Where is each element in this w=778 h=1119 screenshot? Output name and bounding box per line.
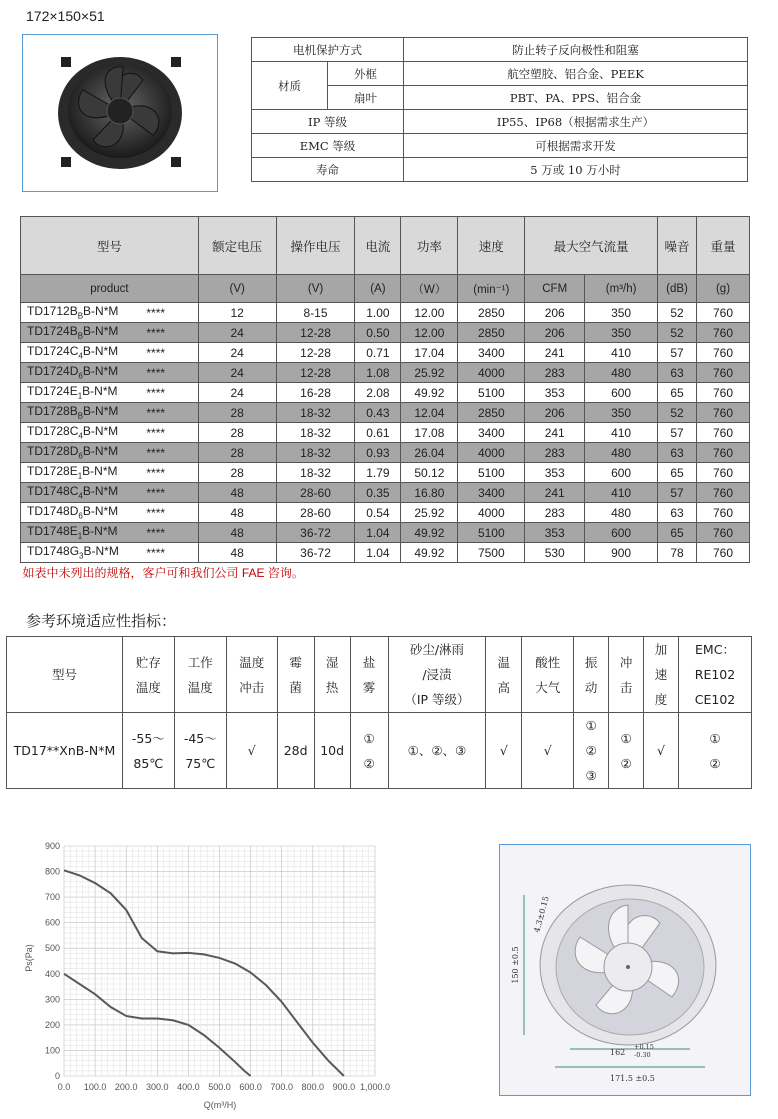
y-tick-label: 300 xyxy=(44,994,60,1005)
env-value: -55～ 85℃ xyxy=(122,713,174,789)
env-header: 振 动 xyxy=(574,637,609,713)
x-tick-label: 200.0 xyxy=(114,1082,138,1092)
model-stars: **** xyxy=(146,383,198,403)
cell-current: 1.08 xyxy=(355,363,401,383)
model-row xyxy=(21,303,750,323)
dim-tol-plus: +0.15 xyxy=(634,1043,654,1051)
env-header: 霉 菌 xyxy=(277,637,314,713)
unit-a: (A) xyxy=(355,275,401,303)
cell-power: 25.92 xyxy=(401,503,458,523)
cell-op-v: 36-72 xyxy=(276,523,355,543)
cell-g: 760 xyxy=(697,503,750,523)
header-current: 电流 xyxy=(355,217,401,275)
cell-db: 57 xyxy=(658,423,697,443)
cell-speed: 3400 xyxy=(458,423,525,443)
model-stars: **** xyxy=(146,303,198,323)
x-tick-label: 800.0 xyxy=(301,1082,325,1092)
spec-value: 防止转子反向极性和阻塞 xyxy=(404,38,748,62)
unit-m3h: (m³/h) xyxy=(585,275,658,303)
cell-op-v: 18-32 xyxy=(276,403,355,423)
env-value: -45～ 75℃ xyxy=(174,713,226,789)
spec-value: 5 万或 10 万小时 xyxy=(404,158,748,182)
spec-label: EMC 等级 xyxy=(252,134,404,158)
cell-power: 16.80 xyxy=(401,483,458,503)
chart-y-ticks xyxy=(45,841,60,1081)
cell-g: 760 xyxy=(697,343,750,363)
model-row xyxy=(21,383,750,403)
model-name: $TD1748E_1B-N*M$ xyxy=(21,523,147,543)
cell-g: 760 xyxy=(697,323,750,343)
y-tick-label: 600 xyxy=(44,917,60,928)
unit-min: (min⁻¹) xyxy=(458,275,525,303)
cell-db: 65 xyxy=(658,523,697,543)
y-tick-label: 800 xyxy=(44,866,60,877)
cell-cfm: 353 xyxy=(525,463,585,483)
unit-v: (V) xyxy=(276,275,355,303)
cell-op-v: 12-28 xyxy=(276,323,355,343)
cell-rated-v: 24 xyxy=(198,363,276,383)
cell-g: 760 xyxy=(697,303,750,323)
header-airflow: 最大空气流量 xyxy=(525,217,658,275)
cell-power: 49.92 xyxy=(401,523,458,543)
spec-sublabel: 扇叶 xyxy=(328,86,404,110)
cell-speed: 4000 xyxy=(458,363,525,383)
cell-current: 2.08 xyxy=(355,383,401,403)
chart-y-label: Ps(Pa) xyxy=(24,944,34,972)
cell-db: 57 xyxy=(658,483,697,503)
model-name: $TD1712B_BB-N*M$ xyxy=(21,303,147,323)
cell-op-v: 12-28 xyxy=(276,363,355,383)
cell-cfm: 241 xyxy=(525,483,585,503)
dim-tol-minus: -0.30 xyxy=(634,1051,651,1059)
header-noise: 噪音 xyxy=(658,217,697,275)
cell-speed: 3400 xyxy=(458,343,525,363)
cell-m3h: 600 xyxy=(585,523,658,543)
cell-db: 57 xyxy=(658,343,697,363)
cell-op-v: 18-32 xyxy=(276,443,355,463)
model-row xyxy=(21,543,750,563)
cell-m3h: 480 xyxy=(585,503,658,523)
cell-speed: 2850 xyxy=(458,323,525,343)
model-stars: **** xyxy=(146,403,198,423)
cell-m3h: 350 xyxy=(585,303,658,323)
cell-cfm: 283 xyxy=(525,443,585,463)
fan-icon xyxy=(23,35,217,191)
cell-m3h: 410 xyxy=(585,483,658,503)
cell-rated-v: 48 xyxy=(198,503,276,523)
cell-cfm: 206 xyxy=(525,303,585,323)
x-tick-label: 0.0 xyxy=(57,1082,71,1092)
spec-label: 材质 xyxy=(252,62,328,110)
env-value: ① ② ③ xyxy=(574,713,609,789)
cell-rated-v: 28 xyxy=(198,403,276,423)
cell-m3h: 410 xyxy=(585,343,658,363)
cell-cfm: 353 xyxy=(525,383,585,403)
cell-g: 760 xyxy=(697,423,750,443)
x-tick-label: 300.0 xyxy=(146,1082,169,1092)
model-row xyxy=(21,403,750,423)
env-value: 10d xyxy=(314,713,350,789)
unit-db: (dB) xyxy=(658,275,697,303)
cell-g: 760 xyxy=(697,403,750,423)
cell-speed: 2850 xyxy=(458,403,525,423)
fan-3d-drawing-icon xyxy=(500,845,750,1095)
env-header: EMC： RE102 CE102 xyxy=(678,637,751,713)
unit-g: (g) xyxy=(697,275,750,303)
header-model: 型号 xyxy=(21,217,199,275)
cell-rated-v: 28 xyxy=(198,423,276,443)
cell-current: 1.04 xyxy=(355,523,401,543)
model-table xyxy=(20,216,750,582)
model-name: $TD1728B_BB-N*M$ xyxy=(21,403,147,423)
cell-rated-v: 28 xyxy=(198,443,276,463)
model-row xyxy=(21,443,750,463)
cell-cfm: 241 xyxy=(525,423,585,443)
cell-op-v: 18-32 xyxy=(276,423,355,443)
env-value: TD17**XnB-N*M xyxy=(7,713,123,789)
header-operating-voltage: 操作电压 xyxy=(276,217,355,275)
model-name: $TD1728E_1B-N*M$ xyxy=(21,463,147,483)
unit-product: product xyxy=(21,275,199,303)
cell-g: 760 xyxy=(697,483,750,503)
env-header: 砂尘/淋雨 /浸渍 （IP 等级） xyxy=(388,637,486,713)
cell-m3h: 600 xyxy=(585,383,658,403)
cell-cfm: 241 xyxy=(525,343,585,363)
x-tick-label: 100.0 xyxy=(83,1082,107,1092)
cell-speed: 4000 xyxy=(458,503,525,523)
cell-op-v: 8-15 xyxy=(276,303,355,323)
cell-cfm: 283 xyxy=(525,503,585,523)
cell-db: 65 xyxy=(658,383,697,403)
cell-m3h: 350 xyxy=(585,403,658,423)
cell-db: 63 xyxy=(658,363,697,383)
env-value: ① ② xyxy=(678,713,751,789)
cell-g: 760 xyxy=(697,383,750,403)
model-name: $TD1724D_6B-N*M$ xyxy=(21,363,147,383)
y-tick-label: 400 xyxy=(44,968,60,979)
y-tick-label: 500 xyxy=(44,943,60,954)
model-stars: **** xyxy=(146,363,198,383)
cell-op-v: 12-28 xyxy=(276,343,355,363)
cell-power: 50.12 xyxy=(401,463,458,483)
dim-hole: 4.3±0.15 xyxy=(532,895,551,934)
cell-current: 1.04 xyxy=(355,543,401,563)
cell-rated-v: 48 xyxy=(198,483,276,503)
env-value: ① ② xyxy=(350,713,388,789)
dim-diameter: 171.5 ±0.5 xyxy=(610,1074,655,1083)
cell-power: 26.04 xyxy=(401,443,458,463)
header-rated-voltage: 额定电压 xyxy=(198,217,276,275)
y-tick-label: 100 xyxy=(44,1045,60,1056)
model-stars: **** xyxy=(146,463,198,483)
table-note: 如表中未列出的规格，客户可和我们公司 FAE 咨询。 xyxy=(22,566,304,580)
env-header: 温度 冲击 xyxy=(226,637,277,713)
cell-op-v: 16-28 xyxy=(276,383,355,403)
unit-w: （W） xyxy=(401,275,458,303)
model-stars: **** xyxy=(146,503,198,523)
cell-g: 760 xyxy=(697,543,750,563)
cell-current: 0.43 xyxy=(355,403,401,423)
cell-speed: 5100 xyxy=(458,383,525,403)
env-header: 酸性 大气 xyxy=(522,637,574,713)
model-name: $TD1728C_4B-N*M$ xyxy=(21,423,147,443)
fan-drawing xyxy=(499,844,751,1096)
cell-op-v: 36-72 xyxy=(276,543,355,563)
spec-value: PBT、PA、PPS、铝合金 xyxy=(404,86,748,110)
product-dimensions: 172×150×51 xyxy=(26,8,105,24)
cell-cfm: 206 xyxy=(525,323,585,343)
cell-db: 65 xyxy=(658,463,697,483)
env-section-title: 参考环境适应性指标： xyxy=(26,612,177,630)
cell-db: 52 xyxy=(658,323,697,343)
model-row xyxy=(21,463,750,483)
model-stars: **** xyxy=(146,443,198,463)
model-name: $TD1748G_3B-N*M$ xyxy=(21,543,147,563)
x-tick-label: 1,000.0 xyxy=(359,1082,391,1092)
cell-power: 25.92 xyxy=(401,363,458,383)
cell-db: 78 xyxy=(658,543,697,563)
model-stars: **** xyxy=(146,543,198,563)
env-header: 湿 热 xyxy=(314,637,350,713)
x-tick-label: 500.0 xyxy=(208,1082,231,1092)
cell-rated-v: 28 xyxy=(198,463,276,483)
cell-rated-v: 48 xyxy=(198,523,276,543)
model-row xyxy=(21,423,750,443)
env-value: ① ② xyxy=(609,713,644,789)
env-table xyxy=(6,636,752,789)
cell-current: 0.71 xyxy=(355,343,401,363)
cell-g: 760 xyxy=(697,523,750,543)
spec-value: 可根据需求开发 xyxy=(404,134,748,158)
cell-m3h: 350 xyxy=(585,323,658,343)
cell-current: 0.35 xyxy=(355,483,401,503)
cell-cfm: 283 xyxy=(525,363,585,383)
cell-g: 760 xyxy=(697,463,750,483)
cell-power: 12.00 xyxy=(401,303,458,323)
cell-cfm: 206 xyxy=(525,403,585,423)
env-value: √ xyxy=(226,713,277,789)
cell-m3h: 410 xyxy=(585,423,658,443)
y-tick-label: 0 xyxy=(54,1071,60,1081)
spec-sublabel: 外框 xyxy=(328,62,404,86)
cell-speed: 5100 xyxy=(458,463,525,483)
cell-op-v: 18-32 xyxy=(276,463,355,483)
model-stars: **** xyxy=(146,483,198,503)
unit-cfm: CFM xyxy=(525,275,585,303)
unit-v: (V) xyxy=(198,275,276,303)
x-tick-label: 700.0 xyxy=(270,1082,293,1092)
chart-grid xyxy=(64,846,375,1076)
chart-x-ticks xyxy=(58,1082,390,1092)
cell-speed: 7500 xyxy=(458,543,525,563)
cell-cfm: 353 xyxy=(525,523,585,543)
env-header: 加 速 度 xyxy=(644,637,679,713)
header-weight: 重量 xyxy=(697,217,750,275)
env-value: ①、②、③ xyxy=(388,713,486,789)
cell-db: 52 xyxy=(658,403,697,423)
model-row xyxy=(21,523,750,543)
chart-x-label: Q(m³/H) xyxy=(203,1100,237,1110)
x-tick-label: 900.0 xyxy=(332,1082,356,1092)
cell-power: 17.08 xyxy=(401,423,458,443)
model-name: $TD1728D_6B-N*M$ xyxy=(21,443,147,463)
pq-chart xyxy=(20,838,400,1113)
env-header: 型号 xyxy=(7,637,123,713)
y-tick-label: 900 xyxy=(44,841,60,851)
cell-power: 49.92 xyxy=(401,383,458,403)
cell-rated-v: 24 xyxy=(198,383,276,403)
env-header: 盐 雾 xyxy=(350,637,388,713)
cell-db: 63 xyxy=(658,443,697,463)
cell-speed: 5100 xyxy=(458,523,525,543)
dim-162: 162 xyxy=(610,1048,626,1057)
cell-db: 63 xyxy=(658,503,697,523)
env-value: 28d xyxy=(277,713,314,789)
cell-current: 0.50 xyxy=(355,323,401,343)
cell-current: 1.79 xyxy=(355,463,401,483)
cell-power: 12.00 xyxy=(401,323,458,343)
spec-table xyxy=(251,37,748,182)
spec-label: 电机保护方式 xyxy=(252,38,404,62)
cell-speed: 4000 xyxy=(458,443,525,463)
env-value: √ xyxy=(486,713,522,789)
model-name: $TD1724E_1B-N*M$ xyxy=(21,383,147,403)
fan-photo xyxy=(22,34,218,192)
cell-current: 0.61 xyxy=(355,423,401,443)
model-row xyxy=(21,483,750,503)
model-row xyxy=(21,323,750,343)
model-stars: **** xyxy=(146,523,198,543)
model-name: $TD1748C_4B-N*M$ xyxy=(21,483,147,503)
env-header: 冲 击 xyxy=(609,637,644,713)
model-stars: **** xyxy=(146,323,198,343)
y-tick-label: 200 xyxy=(44,1019,60,1030)
cell-m3h: 480 xyxy=(585,443,658,463)
model-row xyxy=(21,343,750,363)
header-power: 功率 xyxy=(401,217,458,275)
cell-m3h: 900 xyxy=(585,543,658,563)
model-stars: **** xyxy=(146,343,198,363)
cell-current: 0.93 xyxy=(355,443,401,463)
cell-db: 52 xyxy=(658,303,697,323)
model-stars: **** xyxy=(146,423,198,443)
model-row xyxy=(21,363,750,383)
cell-current: 1.00 xyxy=(355,303,401,323)
spec-value: 航空塑胶、铝合金、PEEK xyxy=(404,62,748,86)
cell-power: 17.04 xyxy=(401,343,458,363)
spec-label: 寿命 xyxy=(252,158,404,182)
cell-speed: 3400 xyxy=(458,483,525,503)
env-header: 贮存 温度 xyxy=(122,637,174,713)
env-header: 工作 温度 xyxy=(174,637,226,713)
env-value: √ xyxy=(522,713,574,789)
header-speed: 速度 xyxy=(458,217,525,275)
model-row xyxy=(21,503,750,523)
cell-m3h: 480 xyxy=(585,363,658,383)
cell-g: 760 xyxy=(697,443,750,463)
cell-op-v: 28-60 xyxy=(276,483,355,503)
env-header: 温 高 xyxy=(486,637,522,713)
cell-power: 49.92 xyxy=(401,543,458,563)
cell-current: 0.54 xyxy=(355,503,401,523)
cell-op-v: 28-60 xyxy=(276,503,355,523)
cell-rated-v: 24 xyxy=(198,343,276,363)
model-name: $TD1748D_6B-N*M$ xyxy=(21,503,147,523)
cell-rated-v: 48 xyxy=(198,543,276,563)
model-name: $TD1724B_BB-N*M$ xyxy=(21,323,147,343)
cell-m3h: 600 xyxy=(585,463,658,483)
cell-rated-v: 12 xyxy=(198,303,276,323)
dim-height: 150 ±0.5 xyxy=(511,946,520,984)
spec-label: IP 等级 xyxy=(252,110,404,134)
x-tick-label: 600.0 xyxy=(239,1082,262,1092)
cell-g: 760 xyxy=(697,363,750,383)
spec-value: IP55、IP68（根据需求生产） xyxy=(404,110,748,134)
cell-cfm: 530 xyxy=(525,543,585,563)
model-name: $TD1724C_4B-N*M$ xyxy=(21,343,147,363)
env-value: √ xyxy=(644,713,679,789)
cell-rated-v: 24 xyxy=(198,323,276,343)
cell-speed: 2850 xyxy=(458,303,525,323)
y-tick-label: 700 xyxy=(44,892,60,903)
x-tick-label: 400.0 xyxy=(177,1082,200,1092)
cell-power: 12.04 xyxy=(401,403,458,423)
